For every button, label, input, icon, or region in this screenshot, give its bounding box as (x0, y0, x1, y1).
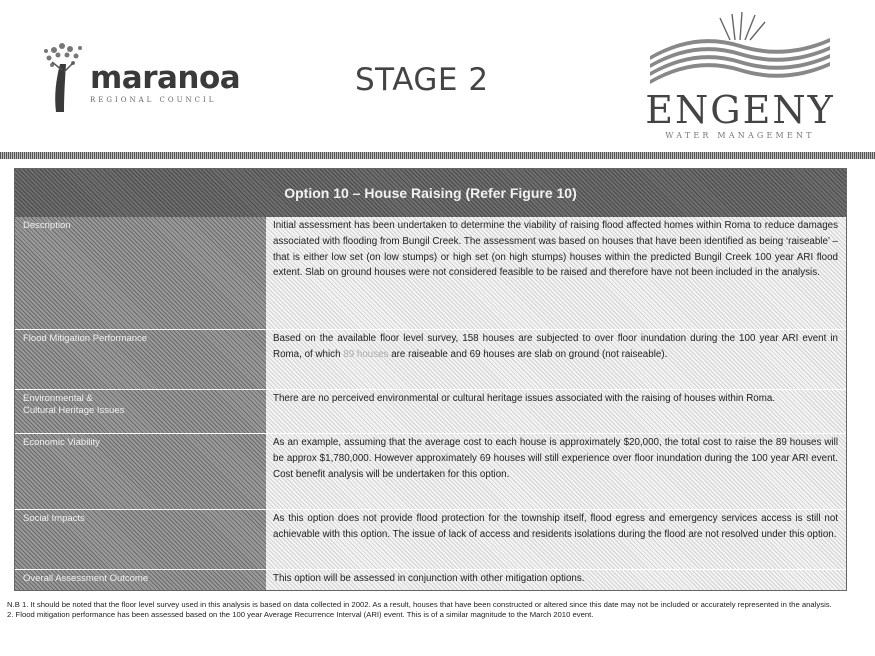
row-label: Description (15, 217, 266, 329)
row-text: As this option does not provide flood protection for the township itself, flood egress and emergency services access is still not achievable with this option. The issue of lack of access and residents isolations during the flood are not resolved under this option. (266, 509, 846, 569)
maranoa-logo (40, 40, 240, 115)
row-label (15, 389, 266, 433)
tree-figure-icon (40, 40, 88, 115)
footnotes (7, 600, 867, 621)
option-table (14, 168, 847, 591)
row-text (266, 329, 846, 389)
table-row-social (15, 509, 846, 569)
engeny-logo (640, 10, 840, 140)
table-heading: Option 10 – House Raising (Refer Figure 10) (15, 169, 846, 217)
table-row-description (15, 217, 846, 329)
row-text-part: Based on the available floor level survey, 158 houses are subjected to over floor inundation during the 100 year ARI event in Roma, of which (273, 333, 838, 360)
page-title: STAGE 2 (355, 62, 489, 98)
table-row-environmental (15, 389, 846, 433)
row-label: Flood Mitigation Performance (15, 329, 266, 389)
header-divider (0, 152, 875, 159)
table-row-economic (15, 433, 846, 509)
row-text: This option will be assessed in conjunction with other mitigation options. (266, 569, 846, 590)
row-text-part: are raiseable and 69 houses are slab on ground (not raiseable). (388, 348, 668, 360)
row-label: Economic Viability (15, 433, 266, 509)
row-text: There are no perceived environmental or cultural heritage issues associated with the raising of houses within Roma. (266, 389, 846, 433)
page-header (0, 0, 875, 150)
row-label: Overall Assessment Outcome (15, 569, 266, 590)
engeny-logo-text: ENGENY (645, 88, 835, 132)
row-label: Social Impacts (15, 509, 266, 569)
row-label-line: Environmental & (23, 393, 93, 404)
maranoa-logo-text: maranoa (90, 60, 241, 96)
footnote-2: 2. Flood mitigation performance has been assessed based on the 100 year Average Recurrence Interval (ARI) event. This is of a similar magnitude to the March 2010 event. (7, 610, 594, 620)
engeny-logo-subtext: WATER MANAGEMENT (665, 131, 815, 140)
water-waves-icon (640, 10, 840, 90)
maranoa-logo-subtext: REGIONAL COUNCIL (90, 96, 217, 104)
row-label-line: Cultural Heritage Issues (23, 405, 125, 416)
row-text: Initial assessment has been undertaken to determine the viability of raising flood affected homes within Roma to reduce damages associated with flooding from Bungil Creek. The assessment was based on houses that have been identified as being ‘raiseable’ – that is either low set (on low stumps) or high set (on high stumps) houses within the predicted Bungil Creek 100 year ARI flood extent. Slab on ground houses were not considered feasible to be raised and therefore have not been included in the analysis. (266, 217, 846, 329)
table-row-overall (15, 569, 846, 590)
table-row-flood-mitigation (15, 329, 846, 389)
footnote-1: N.B 1. It should be noted that the floor level survey used in this analysis is based on data collected in 2002. As a result, houses that have been constructed or altered since this date may not be included or accurately represented in the analysis. (7, 600, 832, 609)
row-text-faint: 89 houses (343, 348, 389, 360)
row-text: As an example, assuming that the average cost to each house is approximately $20,000, the total cost to raise the 89 houses will be approx $1,780,000. However approximately 69 houses will still experience over floor inundation during the 100 year ARI event. Cost benefit analysis will be undertaken for this option. (266, 433, 846, 509)
